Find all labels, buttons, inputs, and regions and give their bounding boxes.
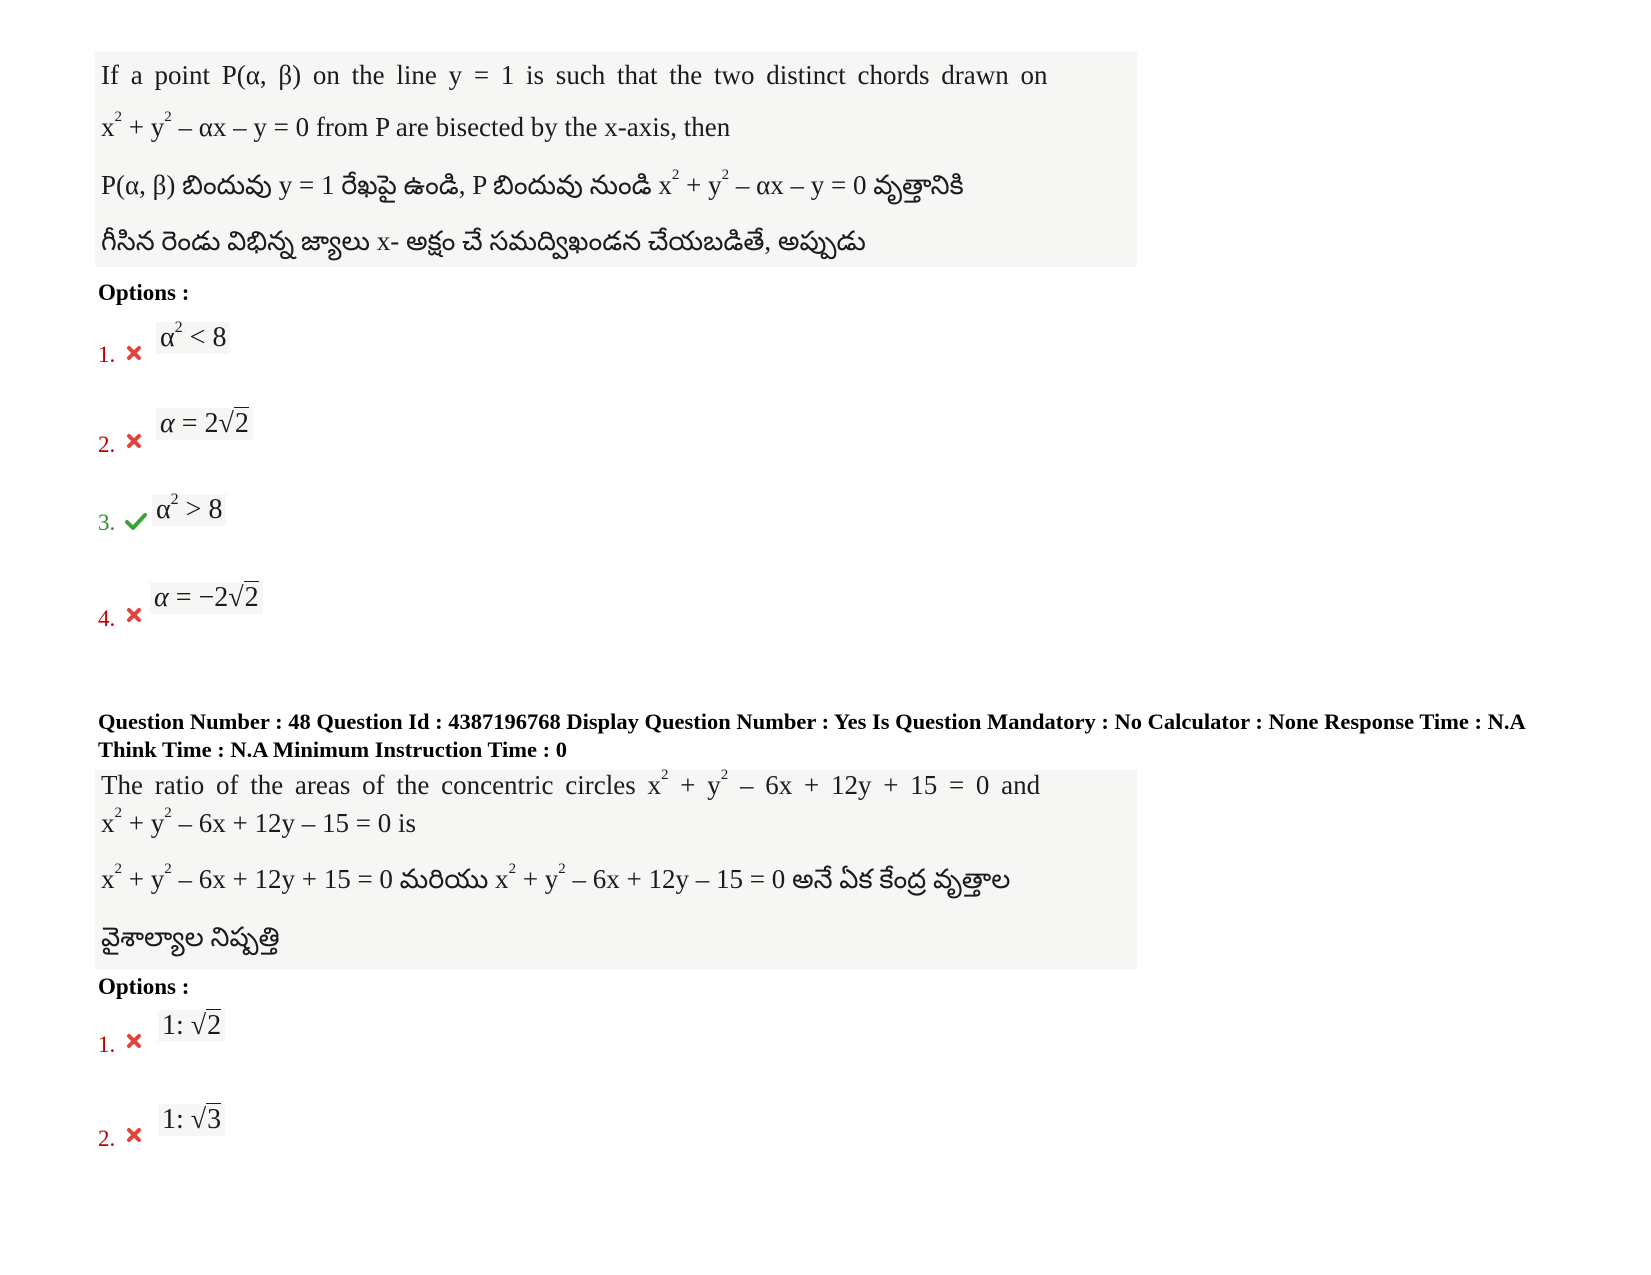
option-value: 1: √2	[158, 1010, 225, 1042]
cross-icon	[125, 344, 143, 362]
q47-option-2	[98, 408, 498, 468]
option-value: α = 2√2	[156, 408, 253, 440]
option-number: 1.	[98, 342, 116, 367]
q48-option-2	[98, 1104, 498, 1164]
q47-option-4	[98, 582, 498, 642]
option-number: 3.	[98, 510, 116, 535]
option-number: 2.	[98, 432, 116, 457]
q47-options-heading: Options :	[98, 280, 190, 305]
q48-options-heading: Options :	[98, 974, 190, 999]
q48-english-line-2: $x^2 + y^2 - 6x + 12y - 15 = 0$ is	[101, 805, 416, 838]
q48-english-line-1: The ratio of the areas of the concentric circles $x^2 + y^2 - 6x + 12y + 15 = 0$ and	[101, 767, 1041, 800]
q48-telugu-line-2: వైశాల్యాల నిష్పత్తి	[101, 922, 280, 952]
check-icon	[125, 512, 147, 530]
q47-option-3	[98, 491, 498, 554]
option-value: $\alpha^2 > 8$	[152, 494, 226, 526]
q48-telugu-line-1: $x^2 + y^2 - 6x + 12y + 15 = 0$ మరియు $x^2 + y^2 - 6x + 12y - 15 = 0$ అనే ఏక కేంద్ర వృత్తాల	[101, 861, 1011, 894]
option-number: 1.	[98, 1032, 116, 1057]
q47-english-line-1: If a point P(α, β) on the line y = 1 is such that the two distinct chords drawn on	[101, 60, 1048, 90]
option-value: α = −2√2	[150, 582, 263, 614]
q47-question-image	[95, 52, 1137, 267]
q47-option-1	[98, 319, 498, 382]
cross-icon	[125, 606, 143, 624]
option-number: 2.	[98, 1126, 116, 1151]
q47-telugu-line-1: P(α, β) బిందువు y = 1 రేఖపై ఉండి, P బిందువు నుండి $x^2 + y^2 - \alpha x - y = 0$ వృత్తానికి	[101, 167, 964, 200]
q47-english-line-2: $x^2 + y^2 - \alpha x - y = 0$ from P are bisected by the x-axis, then	[101, 109, 731, 142]
q48-option-1	[98, 1010, 498, 1070]
cross-icon	[125, 432, 143, 450]
cross-icon	[125, 1126, 143, 1144]
option-value: 1: √3	[158, 1104, 225, 1136]
q48-meta-info: Question Number : 48 Question Id : 4387196768 Display Question Number : Yes Is Question Mandatory : No Calculator : None Response Time : N.A Think Time : N.A Minimum Instruction Time : 0	[98, 709, 1525, 762]
option-value: $\alpha^2 < 8$	[156, 322, 230, 354]
cross-icon	[125, 1032, 143, 1050]
option-number: 4.	[98, 606, 116, 631]
q48-question-image	[95, 767, 1137, 970]
q47-telugu-line-2: గీసిన రెండు విభిన్న జ్యాలు x- అక్షం చే సమద్విఖండన చేయబడితే, అప్పుడు	[101, 226, 866, 256]
